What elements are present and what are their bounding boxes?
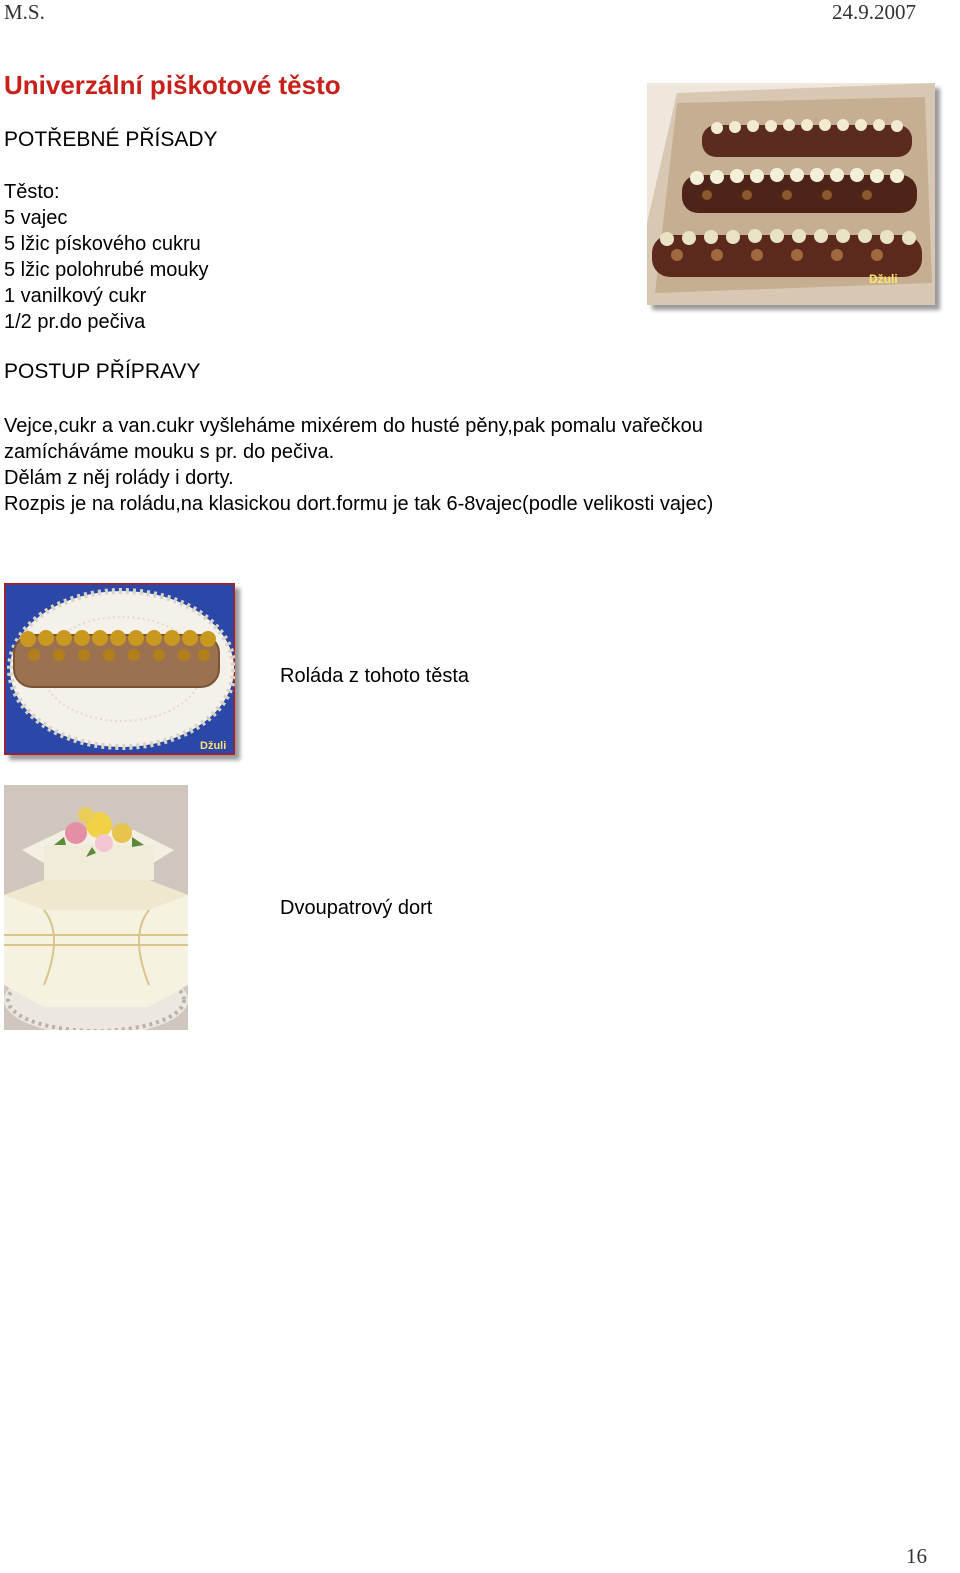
- ingredient-item: 1/2 pr.do pečiva: [4, 311, 146, 333]
- procedure-heading: POSTUP PŘÍPRAVY: [4, 360, 201, 383]
- cake-photo: [4, 785, 188, 1030]
- watermark-text: Džuli: [869, 272, 898, 286]
- procedure-line: Rozpis je na roládu,na klasickou dort.formu je tak 6-8vajec(podle velikosti vajec): [4, 493, 714, 515]
- rolls-photo: [647, 83, 935, 305]
- procedure-text: [4, 413, 713, 517]
- recipe-title: Univerzální piškotové těsto: [4, 70, 341, 100]
- ingredient-item: 5 vajec: [4, 207, 68, 229]
- ingredient-item: 1 vanilkový cukr: [4, 285, 147, 307]
- watermark-text: Džuli: [200, 740, 227, 752]
- procedure-line: Dělám z něj rolády i dorty.: [4, 467, 234, 489]
- page-number: 16: [906, 1544, 927, 1568]
- procedure-line: zamícháváme mouku s pr. do pečiva.: [4, 441, 335, 463]
- roll-photo: [4, 583, 235, 755]
- procedure-line: Vejce,cukr a van.cukr vyšleháme mixérem do husté pěny,pak pomalu vařečkou: [4, 415, 703, 437]
- cake-caption: Dvoupatrový dort: [280, 897, 433, 919]
- header-author: M.S.: [4, 0, 45, 24]
- ingredient-item: 5 lžic pískového cukru: [4, 233, 201, 255]
- roll-caption: Roláda z tohoto těsta: [280, 665, 470, 687]
- ingredient-item: 5 lžic polohrubé mouky: [4, 259, 209, 281]
- roll-image: [4, 583, 235, 755]
- cake-image: [4, 785, 188, 1030]
- ingredients-heading: POTŘEBNÉ PŘÍSADY: [4, 128, 218, 151]
- rolls-image: [647, 83, 935, 305]
- header-date: 24.9.2007: [832, 0, 916, 24]
- dough-label: Těsto:: [4, 181, 60, 203]
- ingredient-list: [4, 205, 209, 335]
